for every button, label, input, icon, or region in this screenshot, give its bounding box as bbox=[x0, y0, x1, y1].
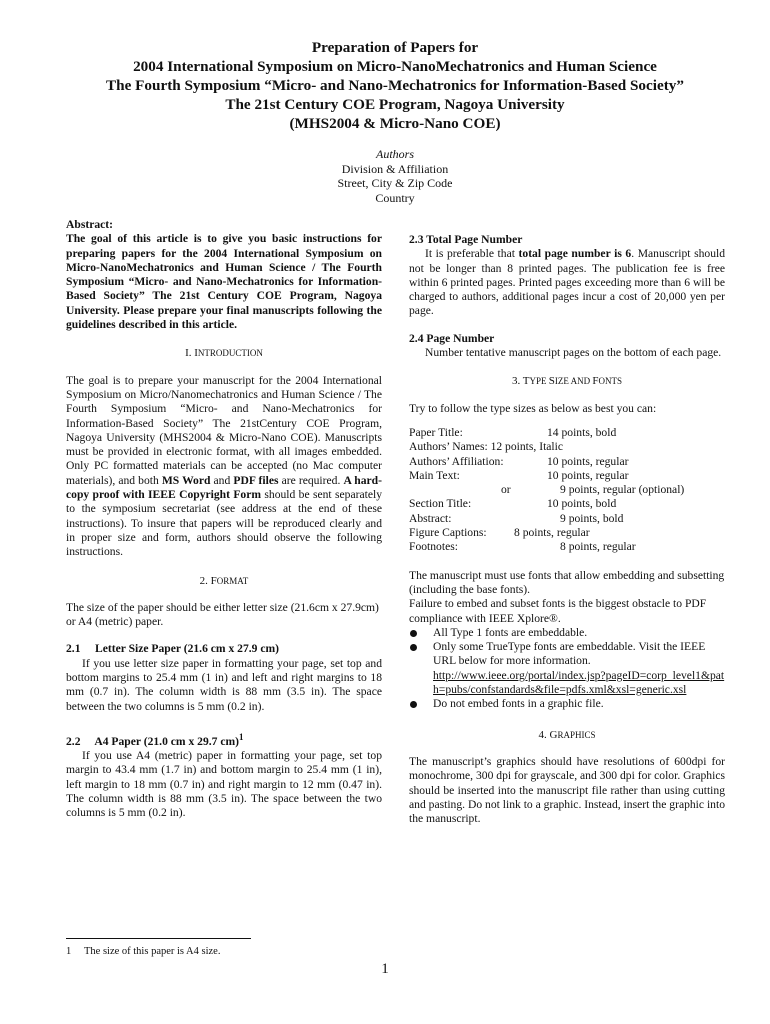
font-embedding-paragraph-2: Failure to embed and subset fonts is the biggest obstacle to PDF compliance with IEEE Xplore®. bbox=[409, 597, 707, 625]
subsection-text-2-2: If you use A4 (metric) paper in formatting your page, set top margin to 43.4 mm (1.7 in) and bottom margin to 25.4 mm (1 in), left margin to 18 mm (0.7 in) and right margin to 12 mm (0.47 in). The column width is 88 mm (3.5 in). The space between the two columns is 5 mm (0.2 in). bbox=[66, 749, 382, 820]
abstract-text: The goal of this article is to give you basic instructions for preparing papers for the 2004 International Symposium on Micro-NanoMechatronics and Human Science / The Fourth Symposium “Micro- and Nano-Mechatronics for Information-Based Society” The 21st Century COE Program, Nagoya University. Please prepare your final manuscripts following the guidelines described in this article. bbox=[66, 232, 382, 332]
type-size-label: Authors’ Names: 12 points, Italic bbox=[409, 440, 564, 454]
author-block bbox=[200, 147, 590, 205]
and-text: and bbox=[210, 473, 234, 487]
subsection-heading-2-2 bbox=[66, 730, 382, 749]
font-bullet-list bbox=[409, 626, 725, 712]
type-size-table bbox=[409, 426, 725, 555]
s23-text-b: . Manuscript should not be longer than 8 printed pages. The publication fee is free within 6 printed pages. Printed pages exceeding more than 6 will be charged to authors, additional pages incur a cost of 20,000 yen per page. bbox=[409, 247, 726, 318]
footnote-marker: 1 bbox=[239, 731, 244, 742]
font-embedding-paragraph: The manuscript must use fonts that allow embedding and subsetting (including the base fonts). bbox=[409, 568, 725, 596]
paper-title bbox=[40, 38, 750, 133]
type-size-row bbox=[409, 497, 725, 511]
bullet-icon bbox=[410, 630, 417, 637]
introduction-paragraph bbox=[66, 374, 382, 560]
subsection-text-2-1: If you use letter size paper in formatting your page, set top and bottom margins to 25.4 mm (1 in) and left and right margins to 18 mm (0.7 in). The column width is 88 mm (3.5 in). The space between the two columns is 5 mm (0.2 in). bbox=[66, 656, 382, 713]
type-size-label: Abstract: bbox=[409, 511, 452, 525]
type-size-row bbox=[409, 440, 725, 454]
footnote-text: The size of this paper is A4 size. bbox=[84, 946, 221, 957]
section-number: 4. bbox=[538, 728, 547, 741]
section-heading-format bbox=[66, 574, 382, 588]
ms-word-text: MS Word bbox=[161, 473, 211, 487]
type-size-row bbox=[409, 526, 725, 540]
heading-t: T bbox=[522, 375, 530, 388]
type-size-value: 10 points, bold bbox=[547, 497, 617, 511]
subsection-text-2-3 bbox=[409, 247, 725, 318]
subsection-heading-2-3: 2.3 Total Page Number bbox=[409, 233, 523, 246]
type-size-value: 8 points, regular bbox=[560, 540, 636, 554]
right-column bbox=[409, 233, 725, 826]
intro-text-end: are required. bbox=[278, 473, 341, 487]
type-size-label: Authors’ Affiliation: bbox=[409, 454, 504, 468]
pdf-files-text: PDF files bbox=[233, 473, 279, 487]
list-item-text: All Type 1 fonts are embeddable. bbox=[433, 625, 588, 639]
type-size-label: Section Title: bbox=[409, 497, 472, 511]
s23-text-a: It is preferable that bbox=[425, 247, 519, 261]
section-heading-initial: I bbox=[194, 347, 198, 360]
type-size-value: 10 points, regular bbox=[547, 468, 629, 482]
footnote-number: 1 bbox=[66, 946, 72, 957]
list-item bbox=[409, 640, 725, 697]
format-paragraph: The size of the paper should be either letter size (21.6cm x 27.9cm) or A4 (metric) paper. bbox=[66, 600, 379, 629]
type-size-value: 9 points, bold bbox=[560, 511, 624, 525]
heading-ype: YPE bbox=[529, 376, 549, 387]
author-affiliation: Division & Affiliation bbox=[341, 161, 449, 176]
title-line-5: (MHS2004 & Micro-Nano COE) bbox=[289, 115, 501, 132]
heading-s: S bbox=[548, 375, 555, 388]
bullet-icon bbox=[410, 701, 417, 708]
author-names: Authors bbox=[375, 147, 414, 161]
list-item-text: Do not embed fonts in a graphic file. bbox=[433, 697, 604, 711]
intro-text: The goal is to prepare your manuscript for the 2004 International Symposium on Micro/Nanomechatronics and Human Science / The Fourth Symposium “Micro- and Nano-Mechatronics for Information-Based Society” The 21stCentury COE Program, Nagoya University (MHS2004 & Micro-Nano COE). Manuscripts must be provided in electronic format, with all images embedded. Only PC formatted materials can be accepted (no Mac computer materials), and both bbox=[66, 373, 382, 487]
section-heading-initial: F bbox=[210, 574, 217, 587]
section-number: 3. bbox=[511, 375, 521, 388]
type-size-row bbox=[409, 469, 725, 483]
type-size-row bbox=[409, 540, 725, 554]
section-number: I. bbox=[185, 347, 192, 360]
type-size-label: Main Text: bbox=[409, 468, 460, 482]
section-heading-rest: NTRODUCTION bbox=[197, 348, 263, 359]
left-column bbox=[66, 218, 382, 821]
heading-f: F bbox=[592, 375, 599, 388]
bullet-icon bbox=[410, 644, 417, 651]
author-address: Street, City & Zip Code bbox=[337, 176, 453, 190]
title-line-4: The 21st Century COE Program, Nagoya University bbox=[225, 96, 565, 113]
author-country: Country bbox=[375, 190, 415, 205]
intro-text-2: should be sent separately to the symposium secretariat (see address at the end of these instructions). To insure that papers will be reproduced clearly and in proper size and form, authors should observe the following instructions. bbox=[66, 488, 383, 559]
footnote bbox=[66, 946, 220, 957]
section-heading-introduction bbox=[66, 346, 382, 360]
subsection-heading-2-4: 2.4 Page Number bbox=[409, 331, 495, 345]
list-item bbox=[409, 697, 725, 711]
type-size-value: 10 points, regular bbox=[547, 454, 629, 468]
heading-ize: IZE AND bbox=[554, 376, 593, 387]
type-size-row bbox=[409, 483, 725, 497]
graphics-paragraph: The manuscript’s graphics should have resolutions of 600dpi for monochrome, 300 dpi for grayscale, and 300 dpi for color. Graphics should be inserted into the manuscript file rather than using cutting and pasting. Do not link to a graphic. Instead, insert the graphic into the manuscript. bbox=[409, 754, 725, 826]
type-size-value: 9 points, regular (optional) bbox=[560, 483, 685, 497]
type-size-value: 8 points, regular bbox=[514, 526, 590, 540]
type-size-label: Figure Captions: bbox=[409, 526, 487, 540]
section-heading-type-size bbox=[409, 374, 725, 388]
section-heading-initial: G bbox=[549, 728, 558, 741]
hard-copy-text: A hard-copy proof with IEEE Copyright Form bbox=[66, 473, 382, 502]
list-item-text: Only some TrueType fonts are embeddable. Visit the IEEE URL below for more information. bbox=[433, 640, 706, 668]
abstract-label: Abstract: bbox=[66, 218, 114, 231]
section-number: 2. bbox=[199, 574, 208, 587]
heading-onts: ONTS bbox=[598, 376, 623, 387]
subsection-text-2-4: Number tentative manuscript pages on the bottom of each page. bbox=[425, 346, 722, 360]
title-line-3: The Fourth Symposium “Micro- and Nano-Mechatronics for Information-Based Society” bbox=[106, 77, 684, 94]
title-line-1: Preparation of Papers for bbox=[311, 39, 479, 56]
type-size-row bbox=[409, 512, 725, 526]
page-number: 1 bbox=[381, 961, 389, 977]
type-size-label: or bbox=[501, 483, 511, 497]
section-heading-graphics bbox=[409, 728, 725, 742]
type-size-value: 14 points, bold bbox=[547, 425, 617, 439]
type-size-row bbox=[409, 455, 725, 469]
list-item bbox=[409, 626, 725, 640]
type-size-label: Footnotes: bbox=[409, 540, 458, 554]
s23-bold-text: total page number is 6 bbox=[518, 247, 632, 261]
subsection-heading-2-1: 2.1 Letter Size Paper (21.6 cm x 27.9 cm) bbox=[66, 642, 280, 656]
ieee-font-link[interactable]: http://www.ieee.org/portal/index.jsp?pageID=corp_level1&path=pubs/confstandards&file=pdfs.xml&xsl=generic.xsl bbox=[433, 668, 725, 697]
title-line-2: 2004 International Symposium on Micro-NanoMechatronics and Human Science bbox=[133, 58, 657, 75]
type-size-intro: Try to follow the type sizes as below as best you can: bbox=[409, 401, 657, 415]
footnote-divider bbox=[66, 938, 251, 939]
type-size-label: Paper Title: bbox=[409, 425, 463, 439]
section-heading-rest: ORMAT bbox=[216, 575, 249, 586]
section-heading-rest: RAPHICS bbox=[557, 729, 596, 740]
type-size-row bbox=[409, 426, 725, 440]
subsection-heading-2-2-text: 2.2 A4 Paper (21.0 cm x 29.7 cm) bbox=[66, 734, 240, 748]
